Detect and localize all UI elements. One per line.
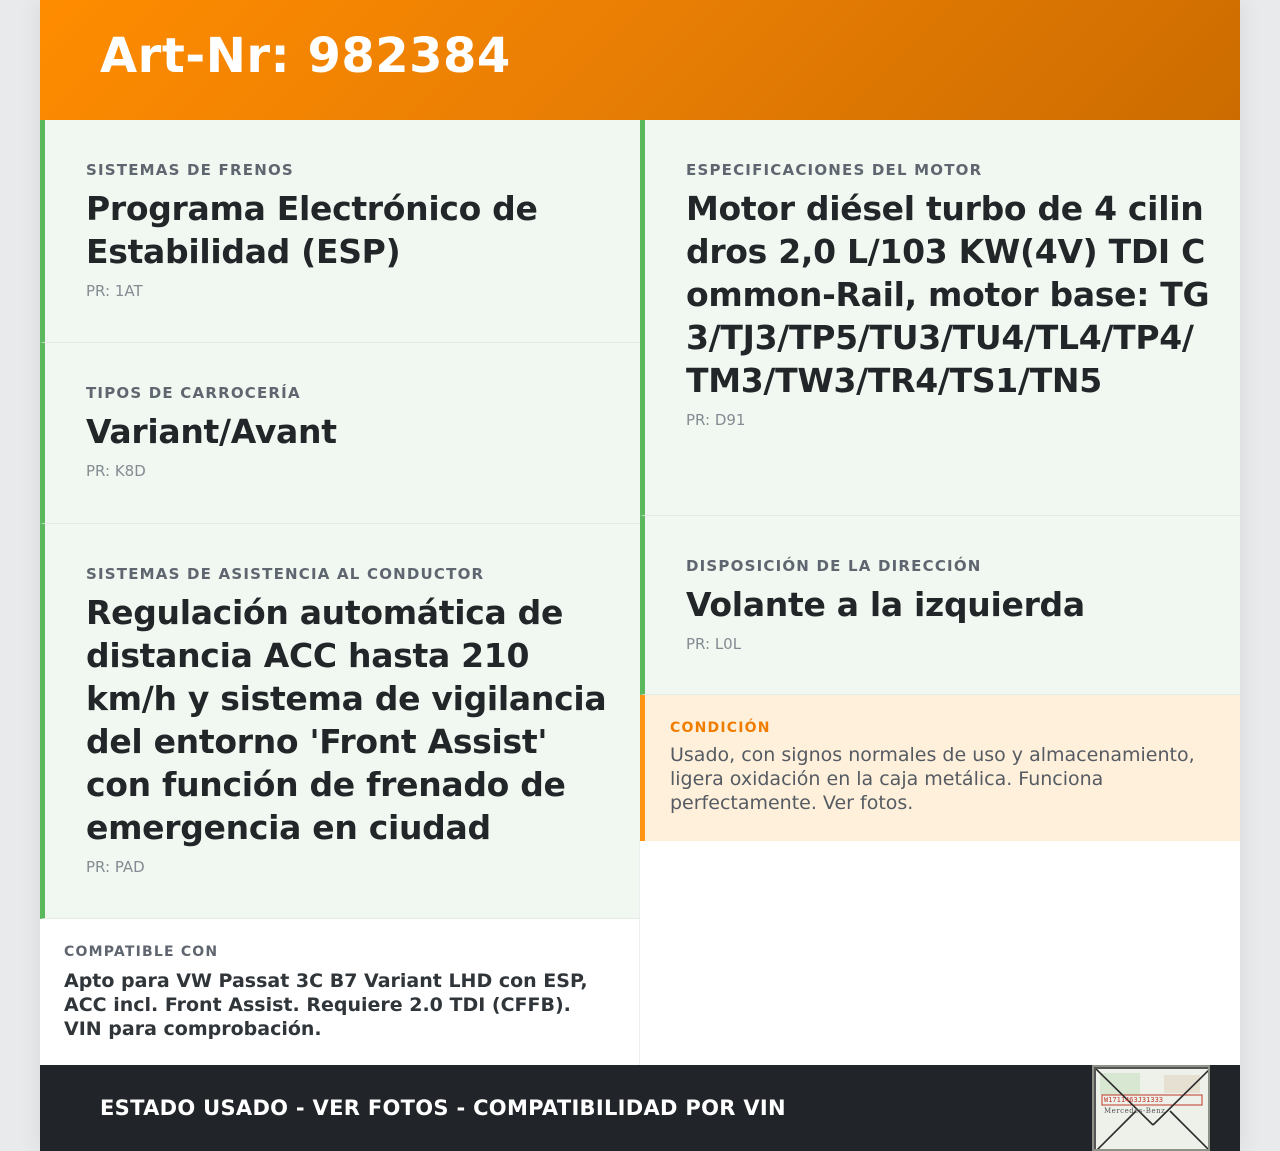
footer-text: ESTADO USADO - VER FOTOS - COMPATIBILIDAD POR VIN [100,1096,786,1120]
card-driver-assistance [40,524,640,919]
compat-label: COMPATIBLE CON [64,944,219,960]
footer-bar [40,1065,1240,1151]
condition-text: Usado, con signos normales de uso y almacenamiento, ligera oxidación en la caja metálica. Funciona perfectamente. Ver fotos. [670,744,1195,814]
compatibility-box [40,919,640,1065]
card-pr-code: PR: 1AT [86,282,143,300]
compat-text: Apto para VW Passat 3C B7 Variant LHD con ESP, ACC incl. Front Assist. Requiere 2.0 TDI (CFFB). VIN para comprobación. [64,970,588,1040]
card-category: TIPOS DE CARROCERÍA [86,384,301,402]
card-value: Variant/Avant [86,412,337,451]
card-value: Programa Electrónico de Estabilidad (ESP) [86,189,538,271]
card-value: Motor diésel turbo de 4 cilindros 2,0 L/103 KW(4V) TDI Common-Rail, motor base: TG3/TJ3/TP5/TU3/TU4/TL4/TP4/TM3/TW3/TR4/TS1/TN5 [686,189,1210,400]
product-sheet [40,0,1240,1151]
article-number-title: Art-Nr: 982384 [100,28,511,84]
header-bar [40,0,1240,120]
thumbnail-text-brand: Mercedes-Benz [1104,1107,1166,1115]
card-category: SISTEMAS DE FRENOS [86,161,294,179]
card-pr-code: PR: PAD [86,858,145,876]
card-engine-specs [640,120,1240,516]
photo-thumbnail[interactable] [1092,1065,1210,1151]
card-steering-layout [640,516,1240,695]
card-pr-code: PR: L0L [686,635,742,653]
card-category: SISTEMAS DE ASISTENCIA AL CONDUCTOR [86,565,485,583]
condition-box [640,695,1240,841]
card-category: DISPOSICIÓN DE LA DIRECCIÓN [686,557,982,575]
card-value: Volante a la izquierda [686,585,1085,624]
thumbnail-text-vin: W1711463J31333 [1104,1096,1164,1104]
card-brake-systems [40,120,640,343]
card-pr-code: PR: D91 [686,411,746,429]
card-body-types [40,343,640,524]
card-category: ESPECIFICACIONES DEL MOTOR [686,161,983,179]
card-value: Regulación automática de distancia ACC hasta 210 km/h y sistema de vigilancia del entorno 'Front Assist' con función de frenado de emergencia en ciudad [86,593,607,847]
condition-label: CONDICIÓN [670,720,771,736]
card-pr-code: PR: K8D [86,462,146,480]
